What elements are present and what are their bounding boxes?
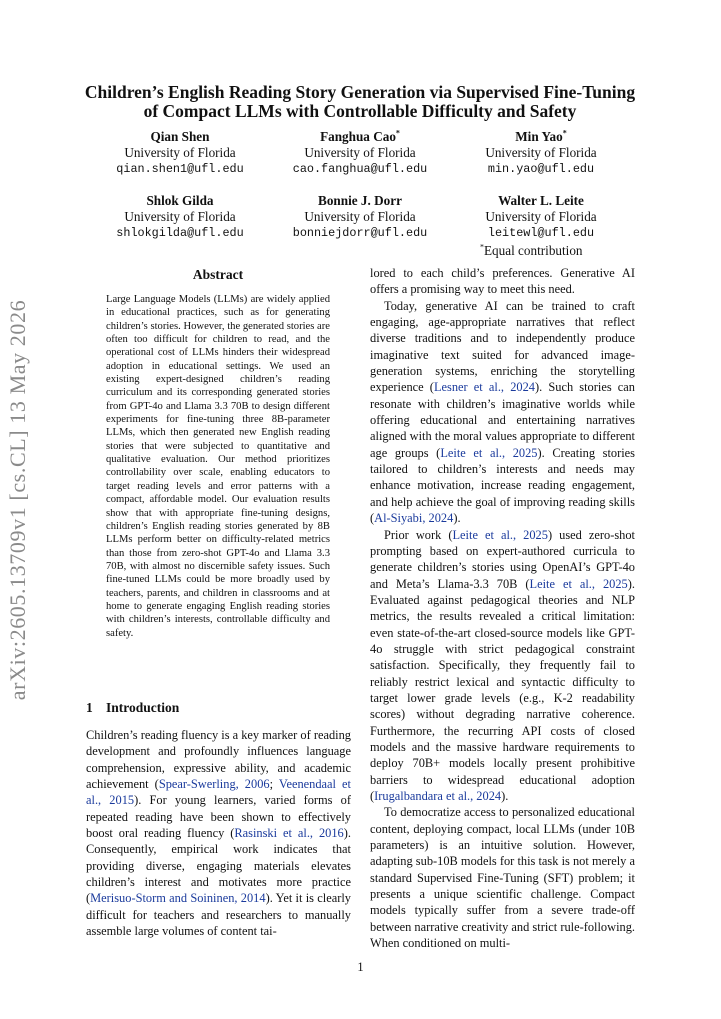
section-number: 1: [86, 700, 93, 715]
author-affiliation: University of Florida: [485, 209, 597, 224]
title-line-1: Children’s English Reading Story Generation via Supervised Fine-Tuning: [84, 82, 636, 102]
author-affiliation: University of Florida: [304, 209, 416, 224]
author-email[interactable]: min.yao@ufl.edu: [487, 162, 595, 176]
author-block: [80, 129, 280, 177]
author-email[interactable]: qian.shen1@ufl.edu: [116, 162, 244, 176]
right-column-body: [370, 265, 635, 951]
citation-link[interactable]: Leite et al., 2025: [452, 527, 548, 542]
author-name: Min Yao*: [515, 128, 567, 144]
author-affiliation: University of Florida: [124, 145, 236, 160]
author-block: [260, 193, 460, 241]
author-name: Bonnie J. Dorr: [318, 193, 402, 208]
citation-link[interactable]: Leite et al., 2025: [529, 576, 628, 591]
citation-link[interactable]: Leite et al., 2025: [440, 445, 538, 460]
abstract-heading: Abstract: [192, 267, 244, 282]
citation-link[interactable]: Merisuo-Storm and Soininen, 2014: [90, 891, 266, 906]
citation-link[interactable]: Irugalbandara et al., 2024: [374, 789, 502, 803]
author-block: [260, 129, 460, 177]
citation-link[interactable]: Spear-Swerling, 2006: [158, 777, 270, 792]
section-title: Introduction: [106, 700, 180, 715]
paragraph: To democratize access to personalized educational content, deploying compact, local LLMs (under 10B parameters) is an intuitive solution. However, adapting sub-10B models for this task is not merely a standard Supervised Fine-Tuning (SFT) problem; it presents a unique scientific challenge. Compact models typically suffer from a severe trade-off between narrative creativity and strict rule-following. When conditioned on multi-: [370, 805, 635, 951]
citation-link[interactable]: Al-Siyabi, 2024: [374, 511, 454, 526]
citation-link[interactable]: Veenendaal et al., 2015: [86, 777, 351, 808]
paper-title: [60, 83, 660, 121]
author-block: [441, 193, 641, 241]
paragraph: Today, generative AI can be trained to craft engaging, age-appropriate narratives that reflect diverse traditions and to independently produce imaginative text suited for advanced image-generation systems, enriching the storytelling experience (Lesner et al., 2024). Such stories can resonate with children’s imaginative worlds while offering educational and entertaining narratives aligned with the moral values appropriate to different age groups (Leite et al., 2025). Creating stories tailored to children’s interests and needs may enhance motivation, increase reading engagement, and help achieve the goal of improving reading skills (Al-Siyabi, 2024).: [370, 298, 636, 526]
abstract-text: Large Language Models (LLMs) are widely applied in educational practices, such as for generating children’s stories. However, the generated stories are often too difficult for children to read, and the operational cost of LLMs hinders their widespread adoption in educational settings. We used an existing expert-designed children’s reading curriculum and its corresponding generated stories from GPT-4o and Llama 3.3 70B to design different experiments for fine-tuning three 8B-parameter LLMs, which then generated new English reading stories that were subjected to quantitative and qualitative evaluation. Our method prioritizes controllability over scale, enabling educators to target reading levels and error patterns with a compact, affordable model. Our evaluation results show that with appropriate fine-tuning designs, children’s English reading stories generated by 8B LLMs perform better on difficulty-related metrics than those from zero-shot GPT-4o and Llama 3.3 70B, with almost no discernible safety issues. Such fine-tuned LLMs could be more broadly used by teachers, parents, and children in classrooms and at home to generate engaging English reading stories with children’s interests, controllable difficulty and safety.: [106, 294, 330, 639]
citation-link[interactable]: Rasinski et al., 2016: [234, 826, 344, 841]
arxiv-identifier: arXiv:2605.13709v1 [cs.CL] 13 May 2026: [5, 299, 30, 701]
page-number: 1: [357, 960, 364, 974]
author-email[interactable]: leitewl@ufl.edu: [487, 226, 595, 240]
author-name: Shlok Gilda: [146, 193, 214, 208]
author-name: Fanghua Cao*: [320, 128, 400, 144]
author-email[interactable]: cao.fanghua@ufl.edu: [292, 162, 428, 176]
section-heading: [86, 700, 179, 716]
author-affiliation: University of Florida: [124, 209, 236, 224]
paragraph: Prior work (Leite et al., 2025) used zero-shot prompting based on expert-authored curricula to generate children’s stories using OpenAI’s GPT-4o and Meta’s Llama-3.3 70B (Leite et al., 2025). Evaluated against pedagogical theories and NLP metrics, the results revealed a critical limitation: even state-of-the-art closed-source models like GPT-4o struggle with strict pedagogical constraint satisfaction. Specifically, they frequently fail to reliably restrict lexical and syntactic difficulty to target lower grade levels (e.g., K-2 readability scores) without degrading narrative coherence. Furthermore, the recurring API costs of closed models and the massive hardware requirements to deploy 70B+ models locally present prohibitive barriers to widespread educational adoption (Irugalbandara et al., 2024).: [370, 527, 635, 803]
author-email[interactable]: shlokgilda@ufl.edu: [116, 226, 244, 240]
author-block: [441, 129, 641, 177]
equal-contribution-note: *Equal contribution: [480, 242, 583, 258]
paragraph: lored to each child’s preferences. Generative AI offers a promising way to meet this need.: [370, 266, 635, 297]
paragraph: Children’s reading fluency is a key marker of reading development and profoundly influences language comprehension, expressive ability, and academic achievement (Spear-Swerling, 2006; Veenendaal et al., 2015). For young learners, varied forms of repeated reading have been shown to effectively boost oral reading fluency (Rasinski et al., 2016). Consequently, empirical work indicates that providing diverse, engaging materials elevates children’s interest and motivates more practice (Merisuo-Storm and Soininen, 2014). Yet it is clearly difficult for teachers and researchers to manually assemble large volumes of content tai-: [86, 728, 351, 939]
title-line-2: of Compact LLMs with Controllable Difficulty and Safety: [143, 101, 577, 121]
left-column-body: [86, 727, 351, 939]
citation-link[interactable]: Lesner et al., 2024: [433, 380, 535, 395]
author-name: Qian Shen: [150, 129, 210, 144]
author-block: [80, 193, 280, 241]
author-affiliation: University of Florida: [485, 145, 597, 160]
author-email[interactable]: bonniejdorr@ufl.edu: [292, 226, 428, 240]
author-name: Walter L. Leite: [498, 193, 584, 208]
author-affiliation: University of Florida: [304, 145, 416, 160]
